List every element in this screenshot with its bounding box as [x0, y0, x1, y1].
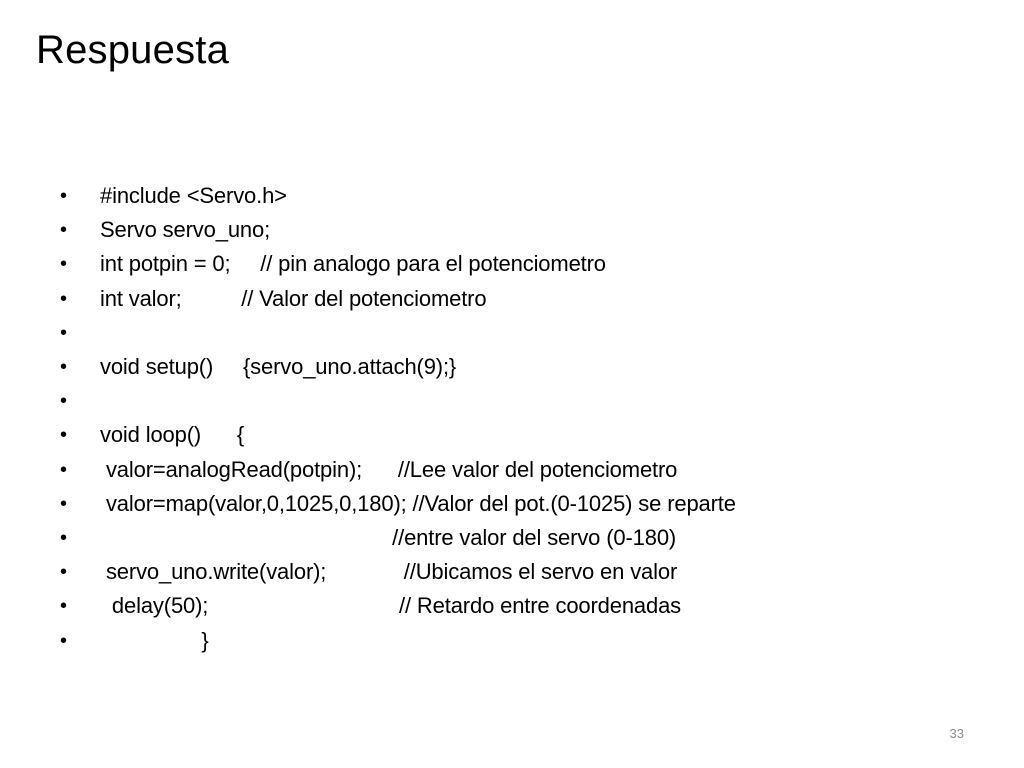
bullet-icon: • — [60, 390, 68, 413]
list-item — [60, 179, 736, 213]
list-item — [60, 350, 736, 384]
bullet-icon: • — [60, 185, 68, 208]
code-line: valor=analogRead(potpin); //Lee valor del potenciometro — [100, 456, 678, 482]
list-item — [60, 213, 736, 247]
bullet-icon: • — [60, 629, 68, 652]
list-item — [60, 589, 736, 623]
slide-title: Respuesta — [36, 28, 230, 72]
code-line: valor=map(valor,0,1025,0,180); //Valor del pot.(0-1025) se reparte — [100, 490, 736, 516]
list-item — [60, 453, 736, 487]
list-item — [60, 418, 736, 452]
bullet-icon: • — [60, 561, 68, 584]
code-line: int potpin = 0; // pin analogo para el potenciometro — [100, 251, 606, 277]
bullet-icon: • — [60, 321, 68, 344]
bullet-icon: • — [60, 424, 68, 447]
list-item — [60, 521, 736, 555]
code-line: void setup() {servo_uno.attach(9);} — [100, 354, 457, 380]
bullet-icon: • — [60, 595, 68, 618]
list-item — [60, 282, 736, 316]
page-number: 33 — [949, 726, 964, 741]
code-bullet-list — [60, 179, 736, 658]
code-line: int valor; // Valor del potenciometro — [100, 285, 487, 311]
code-line: } — [100, 627, 209, 653]
bullet-icon: • — [60, 219, 68, 242]
code-line: servo_uno.write(valor); //Ubicamos el servo en valor — [100, 559, 678, 585]
bullet-icon: • — [60, 253, 68, 276]
code-line: delay(50); // Retardo entre coordenadas — [100, 593, 682, 619]
list-item — [60, 623, 736, 657]
list-item — [60, 384, 736, 418]
bullet-icon: • — [60, 458, 68, 481]
bullet-icon: • — [60, 492, 68, 515]
bullet-icon: • — [60, 356, 68, 379]
list-item — [60, 555, 736, 589]
list-item — [60, 247, 736, 281]
bullet-icon: • — [60, 287, 68, 310]
list-item — [60, 487, 736, 521]
list-item — [60, 316, 736, 350]
code-line: Servo servo_uno; — [100, 217, 271, 243]
bullet-icon: • — [60, 526, 68, 549]
code-line: //entre valor del servo (0-180) — [100, 524, 677, 550]
code-line: void loop() { — [100, 422, 245, 448]
code-line: #include <Servo.h> — [100, 183, 287, 209]
